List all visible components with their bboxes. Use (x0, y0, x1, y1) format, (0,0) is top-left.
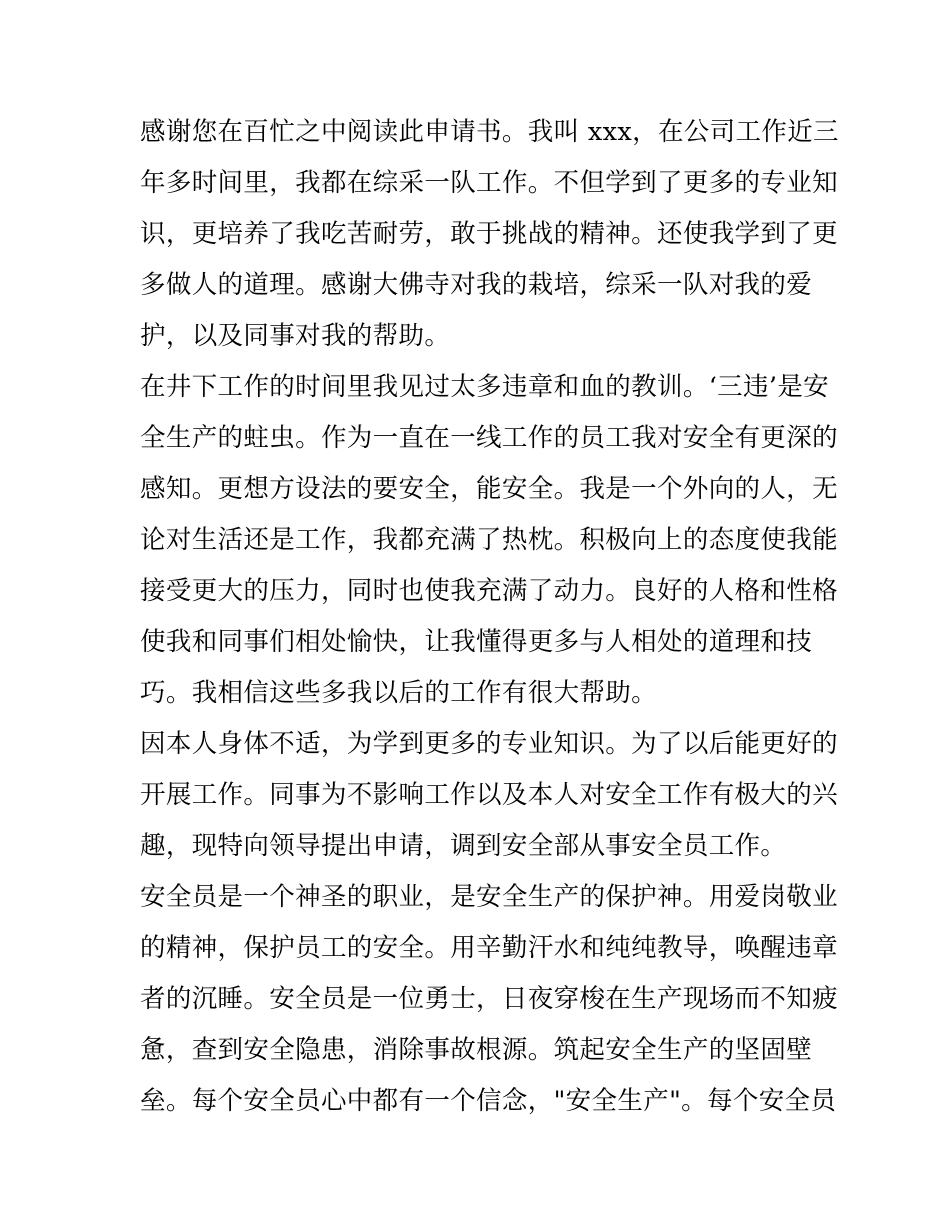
text-line: 年多时间里，我都在综采一队工作。不但学到了更多的专业知 (140, 168, 838, 198)
text-line: 感知。更想方设法的要安全，能安全。我是一个外向的人，无 (140, 474, 838, 504)
text-line: 多做人的道理。感谢大佛寺对我的栽培，综采一队对我的爱 (140, 270, 813, 300)
text-line: 接受更大的压力，同时也使我充满了动力。良好的人格和性格 (140, 576, 838, 606)
text-line: 全生产的蛀虫。作为一直在一线工作的员工我对安全有更深的 (140, 423, 838, 453)
text-line: 感谢您在百忙之中阅读此申请书。我叫 xxx，在公司工作近三 (140, 117, 839, 147)
text-line: 因本人身体不适，为学到更多的专业知识。为了以后能更好的 (140, 729, 838, 759)
text-line: 的精神，保护员工的安全。用辛勤汗水和纯纯教导，唤醒违章 (140, 933, 838, 963)
paragraph-gratitude (140, 107, 839, 362)
text-line: 开展工作。同事为不影响工作以及本人对安全工作有极大的兴 (140, 780, 838, 810)
paragraph-safety-officer-role (140, 872, 838, 1127)
text-line: 安全员是一个神圣的职业，是安全生产的保护神。用爱岗敬业 (140, 882, 838, 912)
paragraph-application-request (140, 719, 838, 872)
text-line: 识，更培养了我吃苦耐劳，敢于挑战的精神。还使我学到了更 (140, 219, 838, 249)
document-body (140, 107, 839, 1127)
text-line: 垒。每个安全员心中都有一个信念，"安全生产"。每个安全员 (140, 1086, 837, 1116)
text-line: 巧。我相信这些多我以后的工作有很大帮助。 (140, 678, 658, 708)
paragraph-safety-experience (140, 362, 838, 719)
text-line: 在井下工作的时间里我见过太多违章和血的教训。‘三违’是安 (140, 372, 830, 402)
text-line: 惫，查到安全隐患，消除事故根源。筑起安全生产的坚固壁 (140, 1035, 813, 1065)
text-line: 者的沉睡。安全员是一位勇士，日夜穿梭在生产现场而不知疲 (140, 984, 838, 1014)
text-line: 护，以及同事对我的帮助。 (140, 321, 451, 351)
text-line: 论对生活还是工作，我都充满了热枕。积极向上的态度使我能 (140, 525, 838, 555)
text-line: 使我和同事们相处愉快，让我懂得更多与人相处的道理和技 (140, 627, 813, 657)
text-line: 趣，现特向领导提出申请，调到安全部从事安全员工作。 (140, 831, 787, 861)
